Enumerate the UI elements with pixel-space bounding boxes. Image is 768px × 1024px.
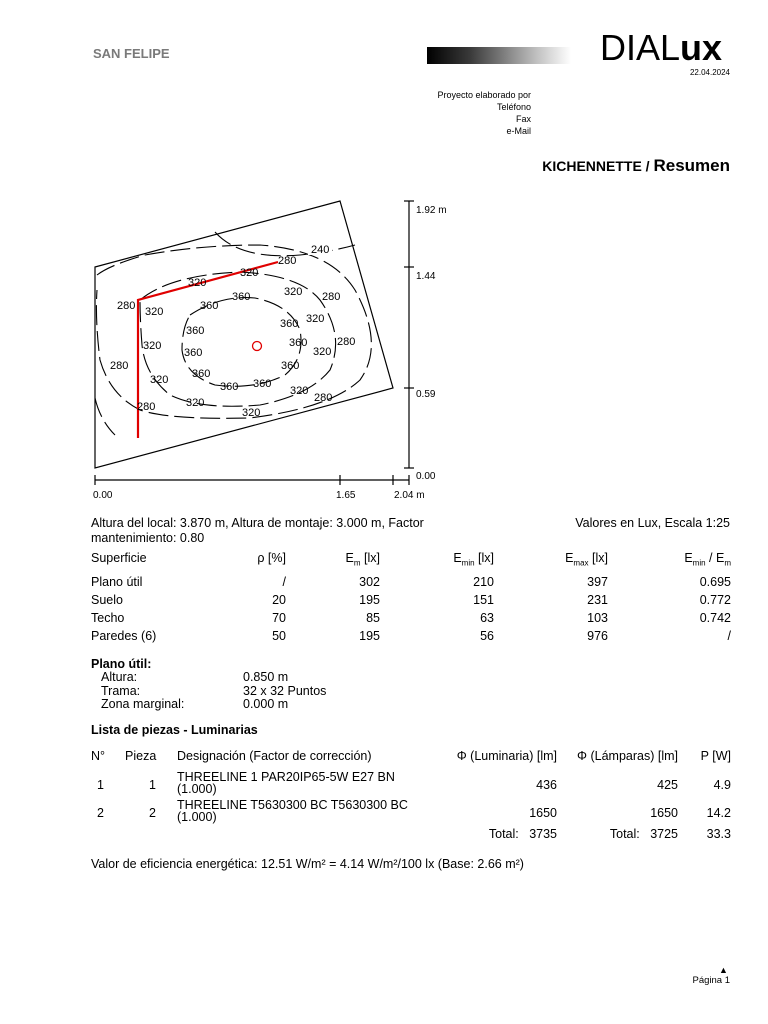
isoline-label-360: 360: [184, 347, 203, 359]
isoline-label-280: 280: [117, 300, 136, 312]
report-date: 22.04.2024: [689, 68, 730, 77]
luminaire-spot: [253, 342, 262, 351]
project-name: SAN FELIPE: [93, 46, 170, 61]
isoline-label-320: 320: [143, 340, 162, 352]
col-rho: ρ [%]: [257, 551, 286, 565]
contact-line: Teléfono: [496, 102, 531, 112]
room-outline: [95, 201, 393, 468]
contact-line: e-Mail: [506, 126, 531, 136]
col-surface: Superficie: [91, 551, 147, 565]
isoline-label-360: 360: [232, 291, 251, 303]
col-em: $E_m$ [lx]: [345, 551, 380, 568]
isoline-label-360: 360: [220, 381, 239, 393]
room-info-line: Altura del local: 3.870 m, Altura de montaje: 3.000 m, Factor: [91, 516, 424, 530]
isoline-label-320: 320: [284, 286, 303, 298]
y-axis-tick-label: 1.44: [416, 271, 436, 282]
page-up-arrow-icon: ▲: [719, 965, 728, 975]
contact-line: Proyecto elaborado por: [437, 90, 531, 100]
y-axis-tick-label: 0.59: [416, 389, 436, 400]
surfaces-table: [91, 551, 731, 645]
col-flux-lamps: Φ (Lámparas) [lm]: [577, 749, 678, 763]
table-row: 1 1 THREELINE 1 PAR20IP65-5W E27 BN (1.000) 436 425 4.9: [97, 770, 731, 796]
room-info-line: mantenimiento: 0.80: [91, 531, 205, 545]
isoline-label-360: 360: [200, 300, 219, 312]
isoline-label-240: 240: [311, 244, 330, 256]
y-axis-tick-label: 0.00: [416, 471, 436, 482]
energy-efficiency: Valor de eficiencia energética: 12.51 W/m² = 4.14 W/m²/100 lx (Base: 2.66 m²): [91, 857, 524, 871]
col-emax: $E_{max}$ [lx]: [565, 551, 608, 568]
isoline-label-280: 280: [110, 360, 129, 372]
x-axis-tick-label: 2.04 m: [394, 490, 425, 501]
surfaces-header-row: [91, 551, 731, 573]
work-plane-row: Trama: 32 x 32 Puntos: [101, 683, 327, 698]
table-row: 2 2 THREELINE T5630300 BC T5630300 BC (1.000) 1650 1650 14.2: [97, 798, 731, 824]
isoline-label-360: 360: [289, 337, 308, 349]
y-axis-tick-label: 1.92 m: [416, 205, 447, 216]
col-pieza: Pieza: [125, 749, 157, 763]
isoline-label-280: 280: [314, 392, 333, 404]
x-axis-tick-label: 1.65: [336, 490, 356, 501]
x-axis-tick-label: 0.00: [93, 490, 113, 501]
isoline-label-320: 320: [240, 267, 259, 279]
isoline-label-320: 320: [306, 313, 325, 325]
page-number: Página 1: [692, 975, 730, 986]
scale-info: Valores en Lux, Escala 1:25: [575, 516, 730, 530]
parts-total-row: Total: 3735 Total: 3725 33.3: [488, 827, 731, 841]
isoline-label-280: 280: [322, 291, 341, 303]
work-plane-block: [91, 657, 391, 712]
isoline-label-320: 320: [290, 385, 309, 397]
room-name: KICHENNETTE /: [542, 158, 650, 174]
logo-bold-text: ux: [680, 27, 723, 68]
section-name: Resumen: [653, 156, 730, 175]
table-row: Techo 70 85 63 103 0.742: [91, 611, 731, 625]
table-row: Plano útil / 302 210 397 0.695: [91, 575, 731, 589]
work-plane-row: Altura: 0.850 m: [101, 670, 289, 684]
parts-table: [91, 749, 731, 845]
parts-header-row: [91, 749, 731, 771]
contact-line: Fax: [515, 114, 531, 124]
work-plane-title: Plano útil:: [91, 657, 152, 671]
isoline-label-320: 320: [242, 407, 261, 419]
isoline-label-280: 280: [337, 336, 356, 348]
logo-light-text: DIAL: [600, 27, 681, 68]
room-info: [91, 516, 451, 546]
isoline-label-280: 280: [278, 255, 297, 267]
table-row: Paredes (6) 50 195 56 976 /: [91, 629, 731, 643]
col-designation: Designación (Factor de corrección): [177, 749, 372, 763]
isoline-label-320: 320: [186, 397, 205, 409]
isoline-label-280: 280: [137, 401, 156, 413]
table-row: Suelo 20 195 151 231 0.772: [91, 593, 731, 607]
isoline-label-360: 360: [192, 368, 211, 380]
isoline-label-360: 360: [186, 325, 205, 337]
col-emin: $E_{min}$ [lx]: [453, 551, 494, 568]
isoline-label-320: 320: [145, 306, 164, 318]
col-number: N°: [91, 749, 106, 763]
isoline-label-320: 320: [188, 277, 207, 289]
parts-list-title: Lista de piezas - Luminarias: [91, 723, 258, 737]
isoline-label-360: 360: [280, 318, 299, 330]
isoline-label-320: 320: [313, 346, 332, 358]
isoline-label-360: 360: [281, 360, 300, 372]
isoline-label-360: 360: [253, 378, 272, 390]
isoline-240: [215, 232, 355, 256]
col-flux-luminaire: Φ (Luminaria) [lm]: [456, 749, 557, 763]
col-power: P [W]: [700, 749, 731, 763]
work-plane-row: Zona marginal: 0.000 m: [101, 697, 289, 711]
col-uniformity: $E_{min} / E_m$: [684, 551, 731, 568]
isoline-label-320: 320: [150, 374, 169, 386]
